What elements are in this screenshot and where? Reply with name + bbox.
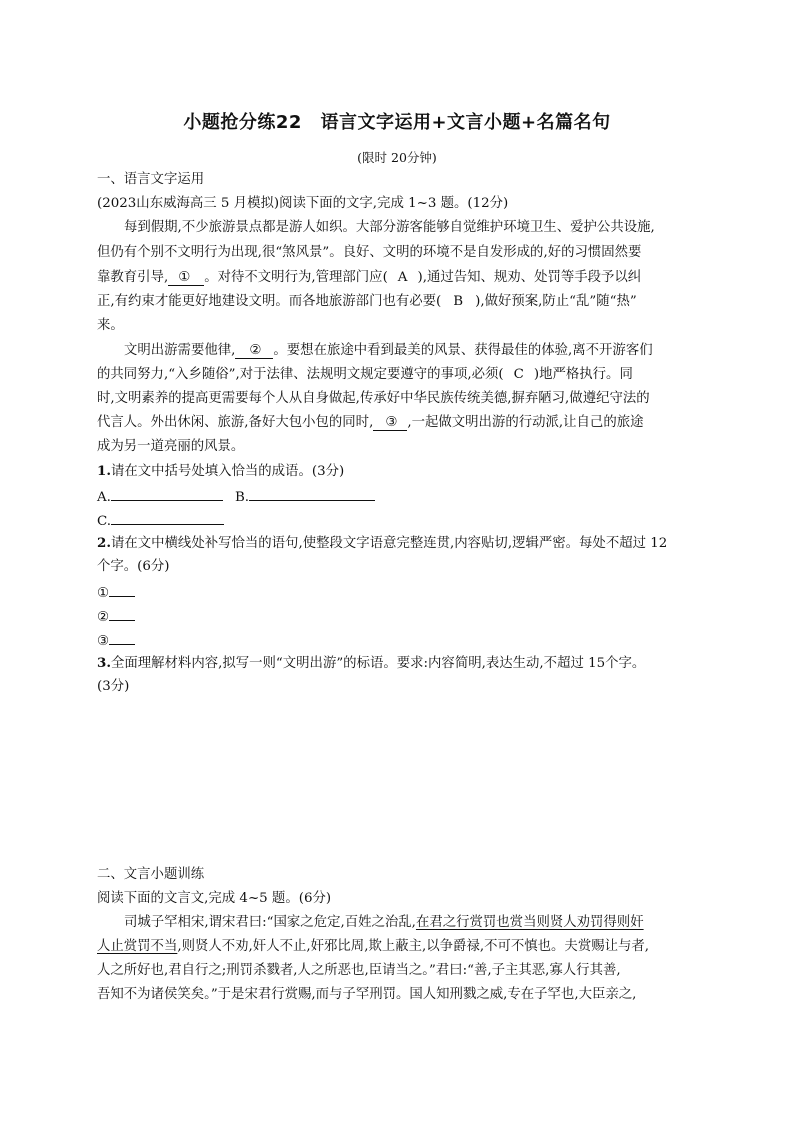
answer-row-2: ② [97, 605, 135, 628]
question-1: 1.请在文中括号处填入恰当的成语。(3分) [97, 463, 345, 479]
classical-line: 人之所好也,君自行之;刑罚杀戮者,人之所恶也,臣请当之。”君曰:“善,子主其恶,寡人行其善, [97, 963, 621, 978]
passage-line: 靠教育引导, ① 。对待不文明行为,管理部门应( A ),通过告知、规劝、处罚等手段予以纠 [97, 270, 642, 285]
answer-line-2[interactable] [109, 605, 135, 621]
underlined-sentence: 在君之行赏罚也赏当则贤人劝罚得则奸 [415, 915, 644, 930]
answer-line-a[interactable] [111, 485, 223, 501]
blank-3: ③ [373, 415, 407, 431]
answer-row-3: ③ [97, 629, 135, 652]
answer-line-3[interactable] [109, 629, 135, 645]
question-3-cont: (3分) [97, 679, 130, 694]
answer-line-c[interactable] [111, 509, 224, 525]
underlined-sentence-cont: 人止赏罚不当 [97, 939, 178, 954]
passage-line: 成为另一道亮丽的风景。 [97, 439, 245, 454]
question-2-cont: 个字。(6分) [97, 559, 170, 574]
answer-row-ab: A. B. [97, 485, 375, 508]
blank-2: ② [235, 343, 273, 359]
passage-line: 文明出游需要他律, ② 。要想在旅途中看到最美的风景、获得最佳的体验,离不开游客们 [124, 343, 653, 358]
answer-row-1: ① [97, 581, 135, 604]
blank-1: ① [168, 270, 204, 286]
time-limit: (限时 20分钟) [357, 150, 437, 165]
answer-line-1[interactable] [109, 581, 135, 597]
page-title: 小题抢分练22 语言文字运用+文言小题+名篇名句 [183, 112, 611, 133]
passage-line: 的共同努力,“入乡随俗”,对于法律、法规明文规定要遵守的事项,必须( C )地严格执行。同 [97, 367, 633, 382]
passage-source: (2023山东威海高三 5 月模拟)阅读下面的文字,完成 1~3 题。(12分) [97, 196, 509, 211]
answer-row-c: C. [97, 509, 224, 532]
classical-line: 司城子罕相宋,谓宋君曰:“国家之危定,百姓之治乱,在君之行赏罚也赏当则贤人劝罚得则奸 [124, 915, 644, 930]
passage-line: 时,文明素养的提高更需要每个人从自身做起,传承好中华民族传统美德,摒弃陋习,做遵纪守法的 [97, 391, 650, 406]
blank-b: B [453, 294, 464, 309]
passage-line: 但仍有个别不文明行为出现,很“煞风景”。良好、文明的环境不是自发形成的,好的习惯固然要 [97, 245, 642, 260]
passage-line: 每到假期,不少旅游景点都是游人如织。大部分游客能够自觉维护环境卫生、爱护公共设施, [124, 220, 655, 235]
blank-c: C [513, 367, 524, 382]
question-2: 2.请在文中横线处补写恰当的语句,使整段文字语意完整连贯,内容贴切,逻辑严密。每处不超过 12 [97, 535, 668, 551]
answer-line-b[interactable] [249, 485, 375, 501]
blank-a: A [397, 270, 408, 285]
classical-intro: 阅读下面的文言文,完成 4~5 题。(6分) [97, 891, 332, 906]
question-3: 3.全面理解材料内容,拟写一则“文明出游”的标语。要求:内容简明,表达生动,不超过 15个字。 [97, 655, 646, 671]
passage-line: 来。 [97, 318, 124, 333]
classical-line: 人止赏罚不当,则贤人不劝,奸人不止,奸邪比周,欺上蔽主,以争爵禄,不可不慎也。夫赏赐让与者, [97, 939, 650, 954]
classical-line: 吾知不为诸侯笑矣。”于是宋君行赏赐,而与子罕刑罚。国人知刑戮之威,专在子罕也,大臣亲之, [97, 987, 637, 1002]
passage-line: 正,有约束才能更好地建设文明。而各地旅游部门也有必要( B ),做好预案,防止“乱”随“热” [97, 294, 637, 309]
section-heading-classical: 二、文言小题训练 [97, 867, 205, 882]
passage-line: 代言人。外出休闲、旅游,备好大包小包的同时, ③ ,一起做文明出游的行动派,让自己的旅途 [97, 415, 644, 430]
section-heading-language: 一、语言文字运用 [97, 172, 205, 187]
